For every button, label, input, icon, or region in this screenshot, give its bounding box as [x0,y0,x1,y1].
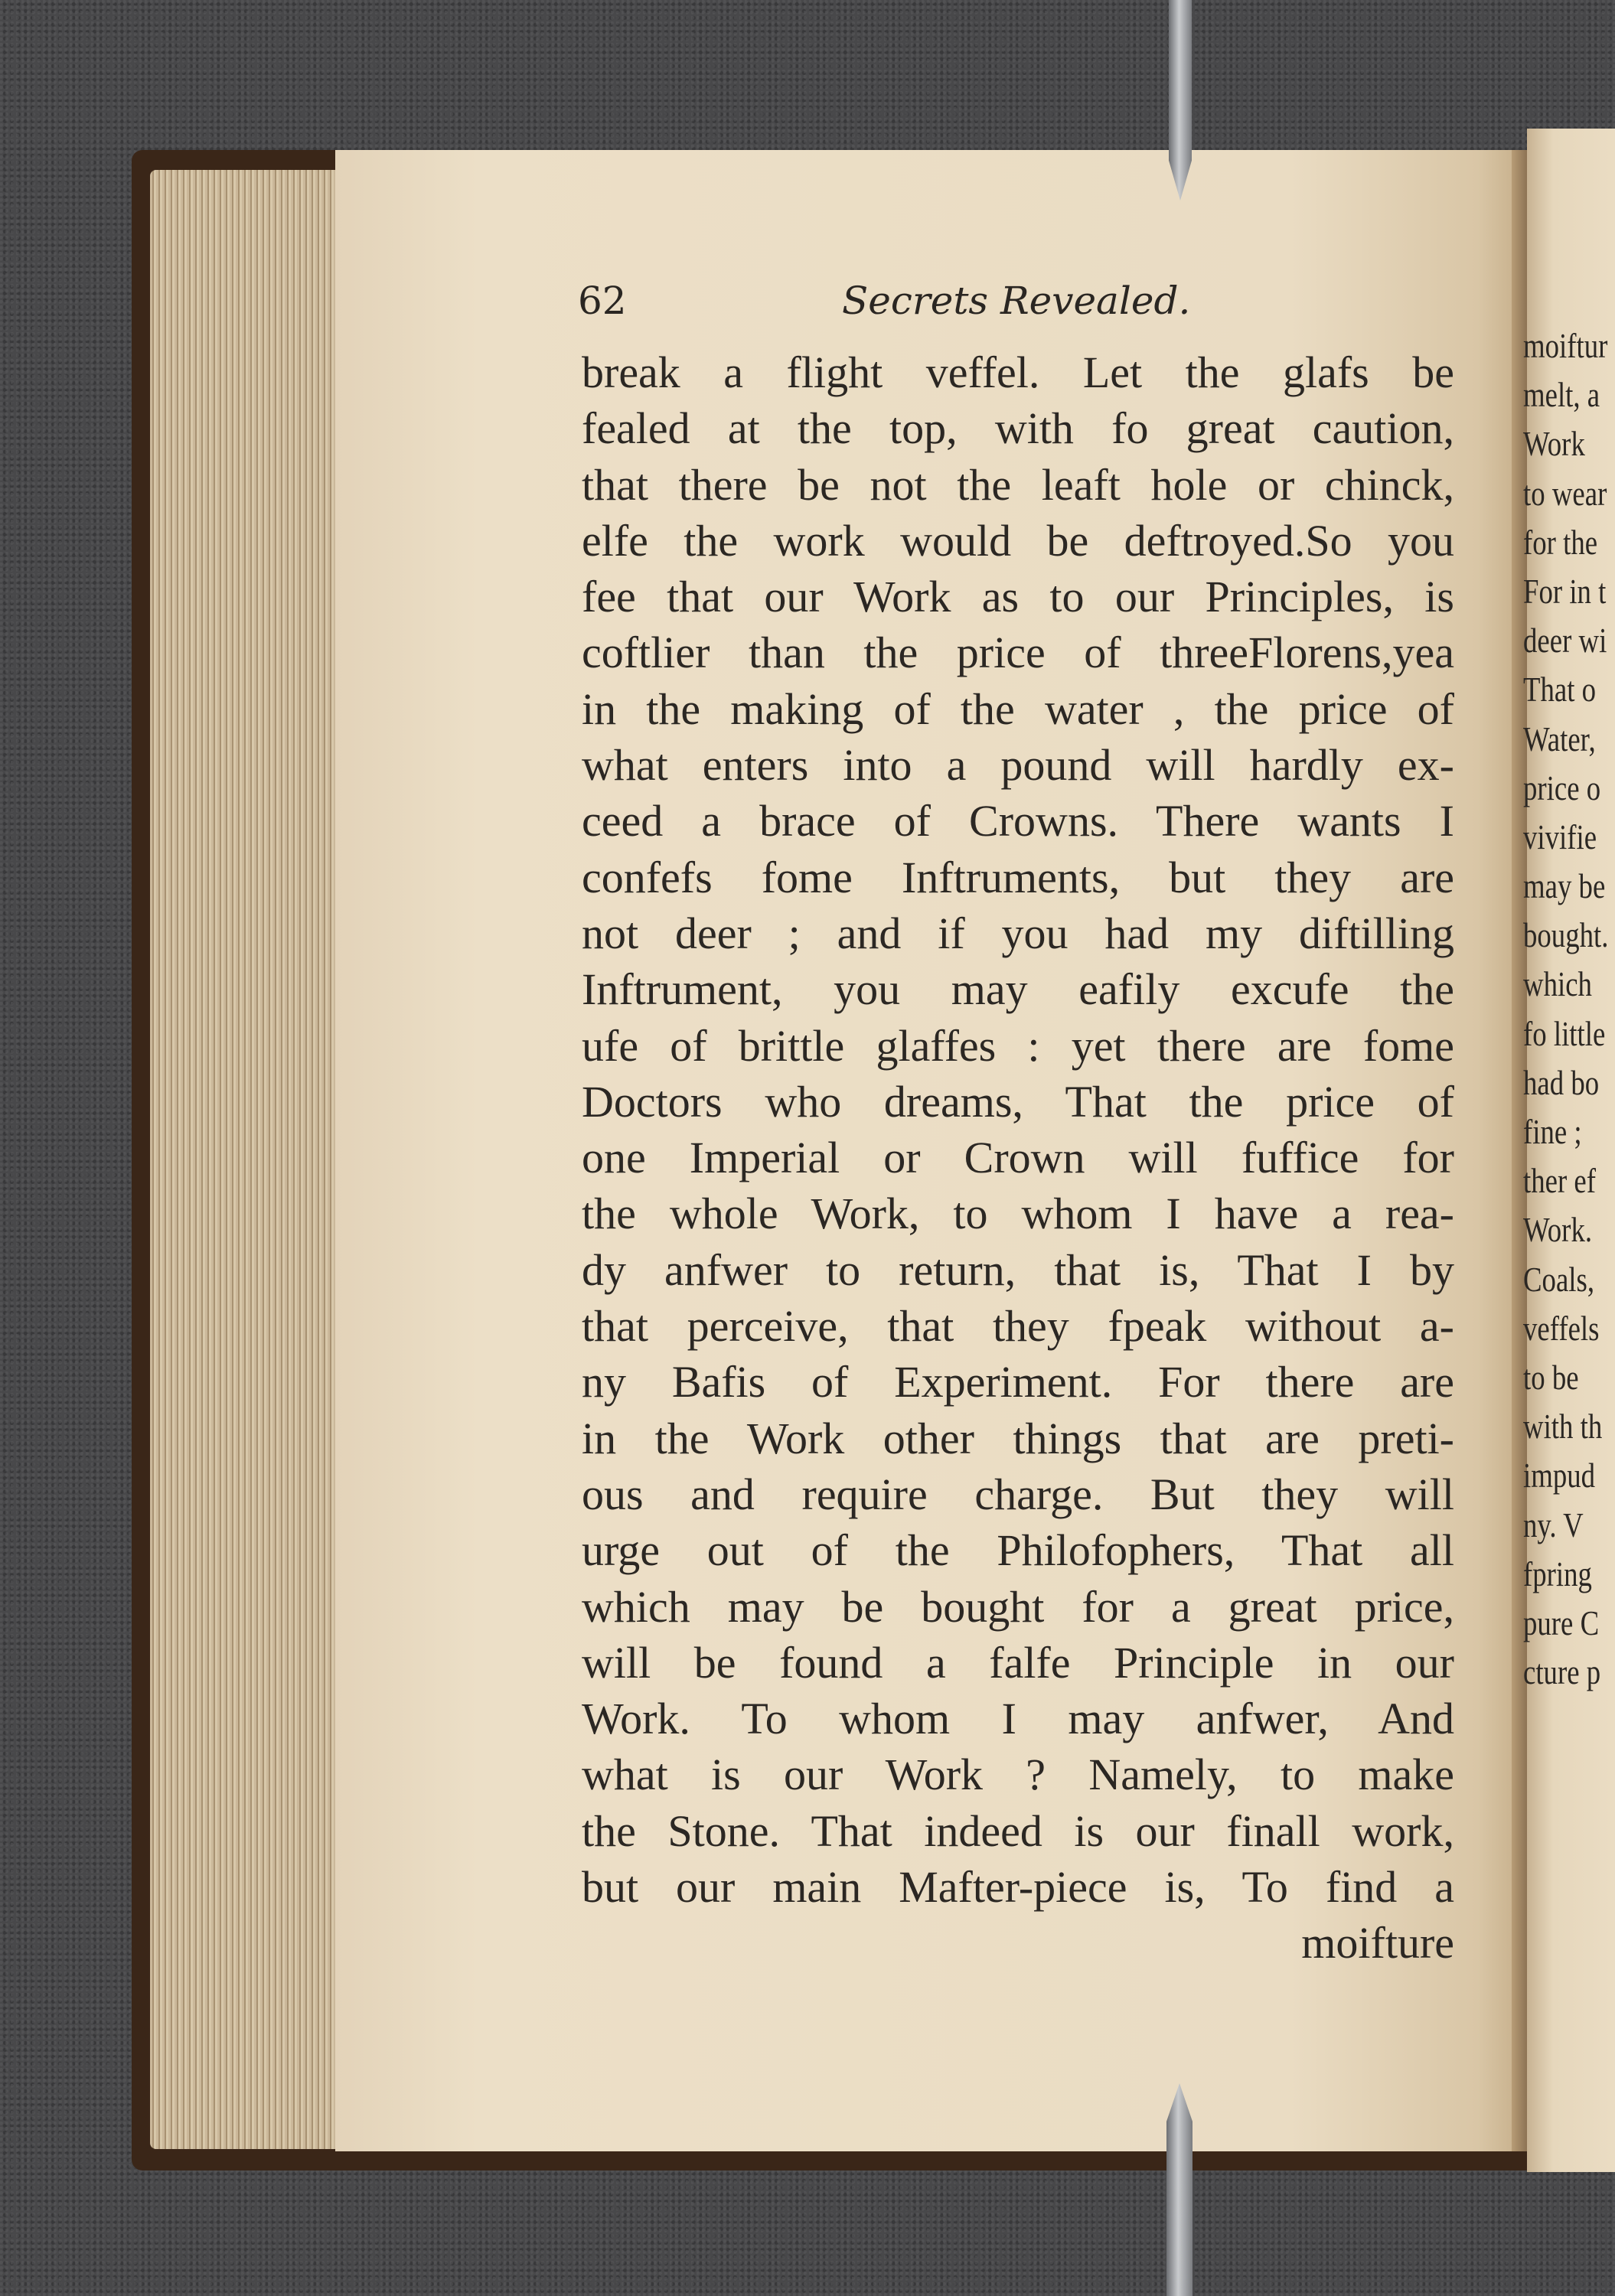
facing-line: vivifie [1523,817,1597,856]
facing-line: ther ef [1523,1161,1597,1201]
body-text [582,344,1454,1971]
facing-line: to wear [1523,473,1607,513]
facing-line: veffels [1523,1308,1600,1348]
text-line: ceed a brace of Crowns. There wants I [582,796,1454,846]
page-number: 62 [578,279,627,323]
facing-line: fine ; [1523,1112,1582,1151]
page-edges [150,170,341,2149]
running-head [578,274,1450,328]
text-line: urge out of the Philofophers, That all [582,1525,1454,1576]
facing-line: pure C [1523,1603,1600,1642]
facing-line: That o [1523,670,1597,709]
text-line: Inftrument, you may eafily excufe the [582,964,1454,1015]
text-line: one Imperial or Crown will fuffice for [582,1133,1454,1183]
facing-line: Water, [1523,719,1596,758]
top-page-weight [1169,0,1192,201]
facing-line: had bo [1523,1062,1600,1102]
text-line: that perceive, that they fpeak without a- [582,1301,1454,1352]
facing-line: fo little [1523,1013,1606,1053]
facing-line: fpring [1523,1554,1592,1593]
text-line: which may be bought for a great price, [582,1581,1454,1632]
facing-page-text [1523,321,1615,1697]
text-line: not deer ; and if you had my diftilling [582,908,1454,958]
facing-line: Coals, [1523,1259,1595,1299]
facing-line: deer wi [1523,621,1607,660]
text-line: in the making of the water , the price of [582,683,1454,734]
facing-line: cture p [1523,1652,1601,1692]
text-line: break a flight veffel. Let the glafs be [582,347,1454,397]
facing-line: For in t [1523,571,1607,611]
text-line: what is our Work ? Namely, to make [582,1750,1454,1800]
facing-line: price o [1523,768,1601,807]
facing-line: with th [1523,1407,1603,1446]
text-line: will be found a falfe Principle in our [582,1637,1454,1688]
facing-line: moiftur [1523,326,1608,365]
text-line: confefs fome Inftruments, but they are [582,852,1454,902]
text-line: ous and require charge. But they will [582,1469,1454,1519]
bottom-page-weight [1166,2083,1192,2296]
text-line: elfe the work would be deftroyed.So you [582,515,1454,566]
text-line: ny Bafis of Experiment. For there are [582,1357,1454,1407]
text-line: coftlier than the price of threeFlorens,yea [582,628,1454,678]
facing-line: impud [1523,1456,1596,1495]
text-line: but our main Mafter-piece is, To find a [582,1862,1454,1913]
text-line: that there be not the leaft hole or chinck, [582,459,1454,510]
text-line: ufe of brittle glaffes : yet there are fome [582,1020,1454,1071]
text-line: Doctors who dreams, That the price of [582,1076,1454,1127]
facing-line: may be [1523,866,1606,906]
facing-line: Work [1523,424,1585,464]
text-line: dy anfwer to return, that is, That I by [582,1244,1454,1295]
text-line: Work. To whom I may anfwer, And [582,1694,1454,1744]
text-line: the Stone. That indeed is our finall work, [582,1805,1454,1856]
facing-line: Work. [1523,1210,1593,1250]
text-line: fealed at the top, with fo great caution, [582,403,1454,454]
facing-line: to be [1523,1357,1579,1397]
facing-line: for the [1523,522,1598,562]
text-line: fee that our Work as to our Principles, is [582,572,1454,622]
catchword: moifture [1301,1918,1454,1968]
facing-line: ny. V [1523,1505,1584,1544]
text-line: in the Work other things that are preti- [582,1413,1454,1463]
facing-line: melt, a [1523,375,1600,415]
text-line: what enters into a pound will hardly ex- [582,740,1454,791]
running-title: Secrets Revealed. [842,279,1191,323]
text-line: the whole Work, to whom I have a rea- [582,1189,1454,1239]
facing-line: bought. [1523,915,1609,955]
facing-line: which [1523,964,1592,1004]
